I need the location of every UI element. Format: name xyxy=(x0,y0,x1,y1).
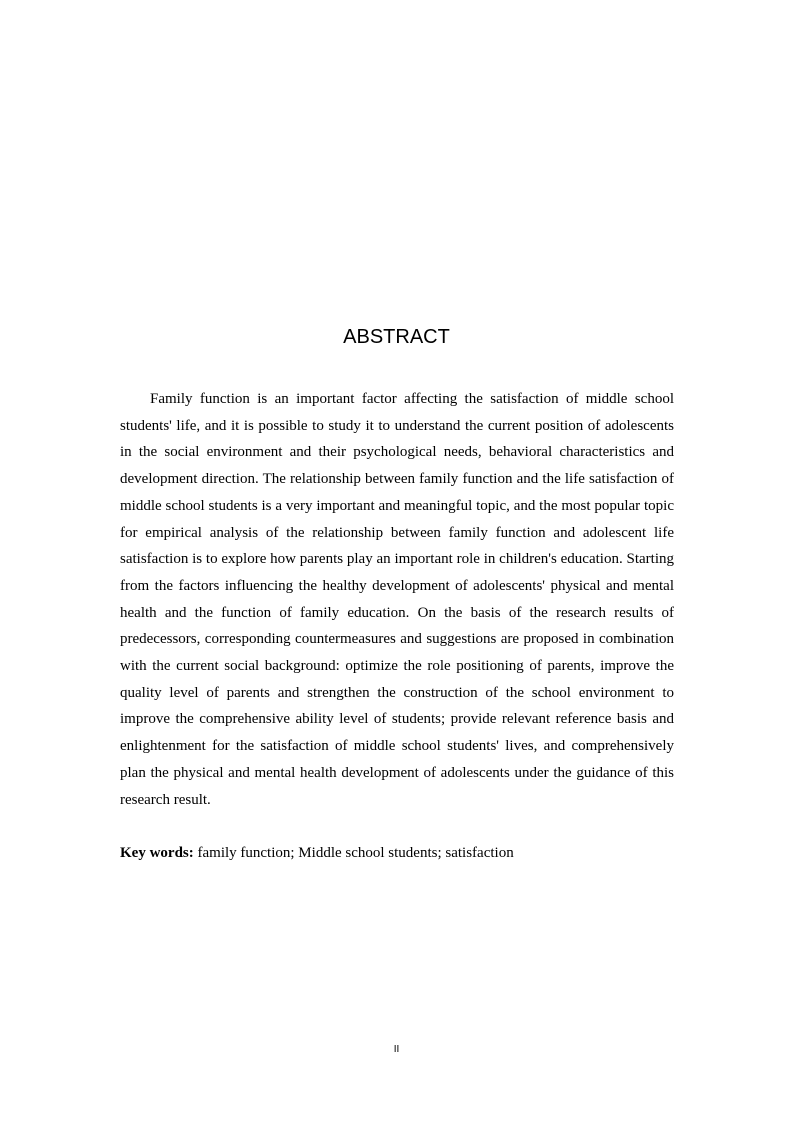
abstract-title: ABSTRACT xyxy=(343,326,450,348)
keywords-text: family function; Middle school students; satisfaction xyxy=(193,845,514,861)
abstract-body: Family function is an important factor affecting the satisfaction of middle school students' life, and it is possible to study it to understand the current position of adolescents in the social environment and their psychological needs, behavioral characteristics and development direction. The relationship between family function and the life satisfaction of middle school students is a very important and meaningful topic, and the most popular topic for empirical analysis of the relationship between family function and adolescent life satisfaction is to explore how parents play an important role in children's education. Starting from the factors influencing the healthy development of adolescents' physical and mental health and the function of family education. On the basis of the research results of predecessors, corresponding countermeasures and suggestions are proposed in combination with the current social background: optimize the role positioning of parents, improve the quality level of parents and strengthen the construction of the school environment to improve the comprehensive ability level of students; provide relevant reference basis and enlightenment for the satisfaction of middle school students' lives, and comprehensively plan the physical and mental health development of adolescents under the guidance of this research result. xyxy=(120,391,674,808)
keywords-label: Key words: xyxy=(120,845,194,861)
page-number: II xyxy=(393,1044,400,1055)
keywords-line xyxy=(120,840,674,867)
